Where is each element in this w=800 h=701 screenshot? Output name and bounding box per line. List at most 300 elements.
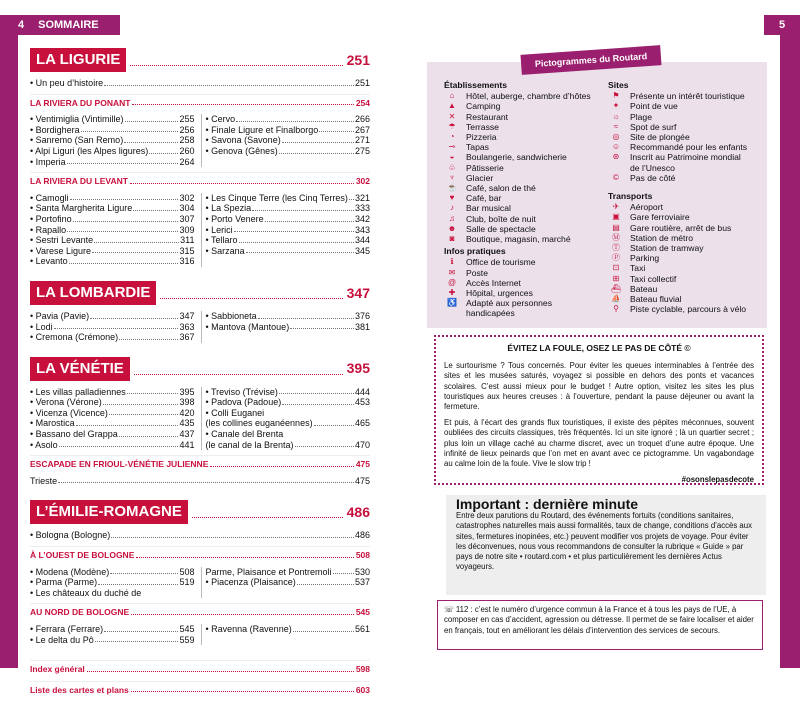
- pictogram-icon: ▤: [612, 222, 620, 232]
- pictogram-item: [608, 294, 764, 304]
- toc-entry-page: 508: [179, 566, 195, 577]
- toc-column-left: [30, 114, 195, 167]
- region-title: LA LIGURIE: [30, 48, 126, 72]
- toc-entry-label: • La Spezia: [205, 203, 252, 214]
- toc-entry: [30, 588, 195, 599]
- subsection-title: AU NORD DE BOLOGNE: [30, 607, 130, 618]
- toc-entry-label: • Varese Ligure: [30, 245, 92, 256]
- toc-entry-page: 251: [354, 78, 370, 88]
- toc-entry-page: 267: [354, 124, 370, 135]
- dot-leader: [210, 459, 353, 467]
- pictogram-icon: Ⓣ: [612, 243, 620, 253]
- pictogram-label: Glacier: [466, 172, 494, 183]
- pictogram-item: [608, 263, 764, 273]
- dot-leader: [103, 397, 179, 405]
- pictogram-label: Boutique, magasin, marché: [466, 234, 571, 245]
- subsection-title: ESCAPADE EN FRIOUL-VÉNÉTIE JULIENNE: [30, 459, 209, 470]
- pictogram-item: [608, 223, 764, 233]
- header-left-tab: [0, 15, 120, 35]
- toc-entry-page: 311: [180, 235, 195, 246]
- pictogram-label: Poste: [466, 267, 488, 278]
- dot-leader: [265, 214, 354, 222]
- toc-column-right: [201, 387, 371, 451]
- dot-leader: [67, 157, 179, 165]
- pictogram-icon: ▲: [448, 101, 456, 111]
- toc-entry: [206, 246, 371, 257]
- pictogram-label: Camping: [466, 101, 501, 112]
- dot-leader: [132, 98, 353, 106]
- subsection-heading: [30, 455, 370, 470]
- dot-leader: [133, 203, 178, 211]
- toc-entry-page: 519: [179, 577, 195, 588]
- toc-two-columns: [30, 567, 370, 599]
- toc-entry-label: • Les Cinque Terre (les Cinq Terres): [205, 192, 348, 203]
- subsection-heading: [30, 172, 370, 187]
- dot-leader: [333, 567, 354, 575]
- pictogram-item: [444, 91, 600, 101]
- important-box: [446, 495, 766, 595]
- pictogram-label: Taxi: [630, 263, 646, 274]
- region-page: 251: [346, 51, 370, 68]
- region-heading: [30, 281, 370, 305]
- region-title: L’ÉMILIE-ROMAGNE: [30, 500, 188, 524]
- toc-two-columns: [30, 193, 370, 267]
- toc-entry-label: • Lerici: [205, 224, 233, 235]
- pictogram-icon: ⛴: [610, 283, 622, 293]
- toc-entry: [206, 203, 371, 214]
- toc-column-right: [201, 114, 371, 167]
- toc-entry: [206, 214, 371, 225]
- toc-entry-page: 342: [354, 213, 370, 224]
- toc-entry-label: Parme, Plaisance et Pontremoli: [205, 566, 332, 577]
- toc-entry: [30, 78, 370, 89]
- toc-entry-page: 309: [179, 224, 195, 235]
- toc-column-left: [30, 193, 195, 267]
- pictogram-item: [444, 257, 600, 267]
- pictogram-item: [608, 284, 764, 294]
- toc-entry-label: • Savona (Savone): [205, 135, 281, 146]
- toc-entry: [206, 429, 371, 440]
- toc-entry-label: • Treviso (Trévise): [205, 386, 278, 397]
- pictogram-item: [444, 278, 600, 288]
- pictogram-icon: [444, 308, 460, 318]
- toc-entry-label: • Rapallo: [30, 224, 67, 235]
- toc-entry: [30, 225, 195, 236]
- pictogram-item: [608, 304, 764, 314]
- dot-leader: [127, 387, 179, 395]
- pictogram-item: [608, 112, 764, 122]
- pictogram-label: Club, boîte de nuit: [466, 213, 536, 224]
- spacer: [30, 343, 370, 353]
- pictogram-item: [444, 214, 600, 224]
- toc-entry-label: • Genova (Gênes): [205, 145, 278, 156]
- toc-entry-label: • Padova (Padoue): [205, 397, 282, 408]
- pictogram-item: [444, 298, 600, 308]
- pictogram-label: Gare ferroviaire: [630, 212, 690, 223]
- region-title: LA LOMBARDIE: [30, 281, 156, 305]
- pictogram-item: [608, 132, 764, 142]
- toc-entry-page: 530: [354, 566, 370, 577]
- pictogram-item: [444, 101, 600, 111]
- dot-leader: [252, 203, 354, 211]
- spacer: [30, 486, 370, 496]
- toc-entry-label: • Bologna (Bologne): [30, 530, 111, 541]
- subsection-title: À L’OUEST DE BOLOGNE: [30, 550, 135, 561]
- pictogram-icon: ♧: [448, 162, 456, 172]
- pictogram-icon: ◔: [449, 132, 455, 142]
- toc-entry: [206, 322, 371, 333]
- toc-entry: [206, 125, 371, 136]
- pictogram-item: [444, 132, 600, 142]
- toc-entry-label: • Modena (Modène): [30, 566, 110, 577]
- toc-entry-label: • Parma (Parme): [30, 577, 98, 588]
- toc-entry-page: 343: [354, 224, 370, 235]
- pictogram-icon: ⊡: [612, 263, 620, 273]
- left-margin-band: [0, 35, 18, 668]
- dot-leader: [149, 146, 178, 154]
- toc-two-columns: [30, 387, 370, 451]
- toc-entry: [30, 246, 195, 257]
- pictogram-label: Plage: [630, 111, 652, 122]
- spacer: [30, 267, 370, 277]
- dot-leader: [131, 607, 354, 615]
- subsection-title: LA RIVIERA DU LEVANT: [30, 176, 128, 187]
- region-heading: [30, 500, 370, 524]
- pictogram-label: handicapées: [466, 308, 515, 319]
- pictogram-label: de l’Unesco: [630, 162, 675, 173]
- dot-leader: [70, 193, 179, 201]
- crowd-box: [434, 335, 764, 485]
- dot-leader: [282, 135, 354, 143]
- dot-leader: [95, 635, 179, 643]
- dot-leader: [98, 577, 178, 585]
- pictogram-item: [608, 233, 764, 243]
- toc-entry-label: • Sestri Levante: [30, 235, 94, 246]
- subsection-heading: [30, 94, 370, 109]
- pictogram-item: [444, 308, 600, 318]
- pictogram-label: Parking: [630, 253, 660, 264]
- pictogram-label: Point de vue: [630, 101, 678, 112]
- region-heading: [30, 48, 370, 72]
- pictogram-item: [444, 268, 600, 278]
- pictogram-label: Bar musical: [466, 203, 511, 214]
- toc-entry-page: 321: [354, 192, 370, 203]
- pictogram-column-left: [444, 78, 600, 319]
- pictogram-item: [444, 152, 600, 162]
- toc-entry: [206, 577, 371, 588]
- pictogram-icon: ◒: [449, 152, 455, 162]
- dot-leader: [258, 311, 354, 319]
- toc-column-left: [30, 311, 195, 343]
- pictogram-group-title: Sites: [608, 80, 629, 90]
- dot-leader: [90, 311, 178, 319]
- toc-entry-page: 435: [179, 418, 195, 429]
- pictogram-label: Office de tourisme: [466, 257, 536, 268]
- toc-entry: [30, 193, 195, 204]
- pictogram-icon: ✈: [612, 202, 620, 212]
- dot-leader: [239, 235, 354, 243]
- toc-entry-page: 333: [354, 203, 370, 214]
- pictogram-item: [608, 122, 764, 132]
- toc-entry-page: 398: [179, 397, 195, 408]
- pictogram-icon: ⊸: [448, 142, 456, 152]
- pictogram-icon: ☼: [612, 111, 620, 121]
- pictogram-icon: ◎: [612, 132, 620, 142]
- toc-entry-page: 260: [179, 145, 195, 156]
- pictogram-icon: ♆: [449, 172, 455, 182]
- pictogram-legend: [444, 78, 764, 319]
- toc-entry-page: 559: [179, 634, 195, 645]
- emergency-box: [437, 600, 763, 650]
- pictogram-label: Inscrit au Patrimoine mondial: [630, 152, 741, 163]
- toc-entry-page: 486: [354, 530, 370, 541]
- toc-column-left: [30, 567, 195, 599]
- pictogram-icon: ⚑: [612, 91, 620, 101]
- pictogram-icon: ✚: [448, 288, 456, 298]
- toc-two-columns: [30, 114, 370, 167]
- toc-entry: [30, 418, 195, 429]
- toc-entry-label: • Bordighera: [30, 124, 80, 135]
- pictogram-label: Spot de surf: [630, 121, 677, 132]
- toc-entry-label: • Cremona (Crémone): [30, 332, 119, 343]
- toc-entry: [206, 235, 371, 246]
- dot-leader: [131, 685, 354, 693]
- dot-leader: [104, 624, 178, 632]
- pictogram-icon: ✕: [448, 111, 456, 121]
- toc-entry: [206, 567, 371, 578]
- toc-entry-page: 307: [179, 213, 195, 224]
- toc-entry-label: • Ferrara (Ferrare): [30, 624, 104, 634]
- pictogram-icon: ✦: [612, 101, 620, 111]
- dot-leader: [236, 114, 354, 122]
- toc-entry-label: • Lodi: [30, 321, 53, 332]
- toc-entry-page: 302: [179, 192, 195, 203]
- pictogram-icon: ⌂: [449, 91, 455, 101]
- dot-leader: [160, 287, 342, 299]
- pictogram-label: Station de métro: [630, 232, 694, 243]
- pictogram-icon: ♪: [450, 203, 454, 213]
- pictogram-item: [444, 142, 600, 152]
- pictogram-icon: Ⓟ: [612, 253, 620, 263]
- toc-entry-page: 271: [354, 135, 370, 146]
- toc-entry: [30, 322, 195, 333]
- toc-entry-label: • Santa Margherita Ligure: [30, 203, 133, 214]
- dot-leader: [130, 54, 342, 66]
- pictogram-item: [444, 173, 600, 183]
- subsection-heading: [30, 681, 370, 696]
- toc-entry-label: • Porto Venere: [205, 213, 264, 224]
- pictogram-label: Café, salon de thé: [466, 183, 536, 194]
- toc-entry-page: 381: [354, 321, 370, 332]
- toc-entry-page: 367: [179, 332, 195, 343]
- toc-entry: [206, 418, 371, 429]
- spacer: [608, 183, 764, 189]
- toc-entry-label: • Sanremo (San Remo): [30, 135, 124, 146]
- section-title: SOMMAIRE: [38, 19, 99, 31]
- dot-leader: [104, 78, 354, 86]
- toc-two-columns: [30, 624, 370, 645]
- dot-leader: [279, 146, 354, 154]
- toc-entry-label: (les collines euganéennes): [205, 418, 313, 429]
- pictogram-icon: ☕: [447, 183, 457, 193]
- pictogram-label: Hôpital, urgences: [466, 288, 533, 299]
- pictogram-label: Bateau fluvial: [630, 294, 682, 305]
- pictogram-label: Café, bar: [466, 193, 502, 204]
- pictogram-label: Station de tramway: [630, 243, 704, 254]
- pictogram-icon: ♿: [447, 298, 457, 308]
- toc-entry-page: 255: [179, 114, 195, 125]
- toc-entry: [30, 114, 195, 125]
- toc-entry-page: 363: [179, 321, 195, 332]
- toc-entry-page: 444: [354, 386, 370, 397]
- pictogram-item: [608, 101, 764, 111]
- toc-entry-label: • Asolo: [30, 439, 58, 450]
- toc-entry: [30, 408, 195, 419]
- pictogram-item: [444, 224, 600, 234]
- pictogram-icon: ◙: [449, 234, 455, 244]
- region-page: 395: [346, 360, 370, 377]
- pictogram-item: [608, 163, 764, 173]
- toc-entry-label: • Canale del Brenta: [205, 429, 284, 440]
- dot-leader: [130, 176, 354, 184]
- dot-leader: [111, 530, 354, 538]
- crowd-hashtag: #osonslepasdecote: [681, 475, 754, 485]
- region-page: 486: [346, 504, 370, 521]
- pictogram-label: Restaurant: [466, 111, 509, 122]
- dot-leader: [110, 567, 178, 575]
- dot-leader: [246, 246, 354, 254]
- dot-leader: [54, 322, 179, 330]
- toc-entry-label: • Colli Euganei: [205, 407, 265, 418]
- subsection-title: Index général: [30, 664, 85, 675]
- toc-entry: [30, 157, 195, 168]
- pictogram-icon: ♥: [449, 193, 455, 203]
- dot-leader: [69, 256, 179, 264]
- toc-entry-label: • Vicenza (Vicence): [30, 407, 108, 418]
- pictogram-label: Recommandé pour les enfants: [630, 142, 748, 153]
- crowd-paragraph-1: Le surtourisme ? Tous concernés. Pour éviter les queues interminables à l’entrée des sites et les musées saturés, voyagez si possible en dehors des ponts et vacances scolaires. C’est aussi mieux pour le budget ! Autre option, visitez les sites les plus touristiques aux heures creuses : à l’ouverture, pendant la pause déjeuner ou avant la fermeture.: [444, 361, 754, 412]
- toc-entry-page: 441: [179, 439, 195, 450]
- dot-leader: [58, 476, 354, 484]
- pictogram-tab: Pictogrammes du Routard: [520, 45, 661, 75]
- dot-leader: [297, 577, 354, 585]
- pictogram-label: Pâtisserie: [466, 162, 504, 173]
- toc-entry-page: 376: [354, 310, 370, 321]
- toc-entry: [30, 530, 370, 541]
- pictogram-icon: ℹ: [450, 257, 454, 267]
- dot-leader: [319, 125, 354, 133]
- toc-entry: [30, 203, 195, 214]
- dot-leader: [295, 440, 354, 448]
- pictogram-label: Pas de côté: [630, 172, 676, 183]
- dot-leader: [59, 440, 179, 448]
- region-heading: [30, 357, 370, 381]
- toc-entry-label: • Sabbioneta: [205, 310, 257, 321]
- pictogram-icon: ⊞: [612, 273, 620, 283]
- dot-leader: [119, 332, 178, 340]
- toc-entry-label: • Portofino: [30, 213, 72, 224]
- toc-two-columns: [30, 311, 370, 343]
- pictogram-item: [608, 152, 764, 162]
- toc-entry: [30, 429, 195, 440]
- toc-column-right: [201, 193, 371, 267]
- dot-leader: [282, 397, 354, 405]
- pictogram-item: [444, 288, 600, 298]
- toc-entry-page: 395: [179, 386, 195, 397]
- toc-entry-label: Trieste: [30, 475, 58, 486]
- pictogram-label: Site de plongée: [630, 132, 690, 143]
- pictogram-icon: ♫: [449, 213, 455, 223]
- toc-entry: [30, 235, 195, 246]
- toc-entry: [30, 635, 195, 646]
- dot-leader: [279, 387, 354, 395]
- dot-leader: [124, 135, 178, 143]
- pictogram-label: Tapas: [466, 142, 489, 153]
- table-of-contents: [30, 44, 370, 701]
- toc-entry-page: 453: [354, 397, 370, 408]
- toc-entry: [206, 387, 371, 398]
- toc-entry-page: 465: [354, 418, 370, 429]
- pictogram-icon: ≈: [613, 121, 619, 131]
- pictogram-label: Aéroport: [630, 202, 663, 213]
- toc-entry: [30, 332, 195, 343]
- pictogram-icon: ✉: [448, 267, 456, 277]
- toc-entry-page: 561: [354, 624, 370, 634]
- dot-leader: [192, 506, 343, 518]
- toc-entry: [30, 125, 195, 136]
- pictogram-label: Bateau: [630, 283, 658, 294]
- toc-entry: [206, 135, 371, 146]
- pictogram-label: Pizzeria: [466, 132, 497, 143]
- subsection-page: 598: [355, 664, 370, 675]
- dot-leader: [314, 418, 354, 426]
- subsection-heading: [30, 603, 370, 618]
- toc-entry-label: • Les châteaux du duché de: [30, 587, 142, 598]
- pictogram-label: Présente un intérêt touristique: [630, 91, 745, 102]
- pictogram-item: [444, 234, 600, 244]
- pictogram-item: [608, 173, 764, 183]
- pictogram-item: [608, 202, 764, 212]
- pictogram-icon: ☺: [611, 142, 621, 152]
- toc-entry-label: • Pavia (Pavie): [30, 310, 90, 321]
- toc-entry-label: • Camogli: [30, 192, 69, 203]
- pictogram-label: Piste cyclable, parcours à vélo: [630, 304, 747, 315]
- toc-entry: [30, 624, 195, 635]
- pictogram-item: [608, 212, 764, 222]
- dot-leader: [349, 193, 354, 201]
- pictogram-item: [608, 142, 764, 152]
- toc-entry: [206, 624, 371, 635]
- toc-entry-page: 470: [354, 439, 370, 450]
- toc-entry: [206, 311, 371, 322]
- toc-entry-page: 420: [179, 407, 195, 418]
- pictogram-label: Salle de spectacle: [466, 223, 536, 234]
- dot-leader: [92, 246, 178, 254]
- toc-entry: [30, 256, 195, 267]
- pictogram-group-title: Établissements: [444, 80, 508, 90]
- pictogram-item: [444, 203, 600, 213]
- toc-entry-label: • Ventimiglia (Vintimille): [30, 114, 124, 125]
- pictogram-icon: ©: [613, 172, 619, 182]
- toc-entry-label: • Sarzana: [205, 245, 245, 256]
- pictogram-icon: ☻: [447, 223, 457, 233]
- toc-entry-label: • Un peu d’histoire: [30, 78, 104, 88]
- toc-entry: [206, 397, 371, 408]
- toc-entry-page: 316: [179, 256, 195, 267]
- toc-entry: [206, 146, 371, 157]
- toc-entry-page: 258: [179, 135, 195, 146]
- pictogram-icon: @: [447, 277, 457, 287]
